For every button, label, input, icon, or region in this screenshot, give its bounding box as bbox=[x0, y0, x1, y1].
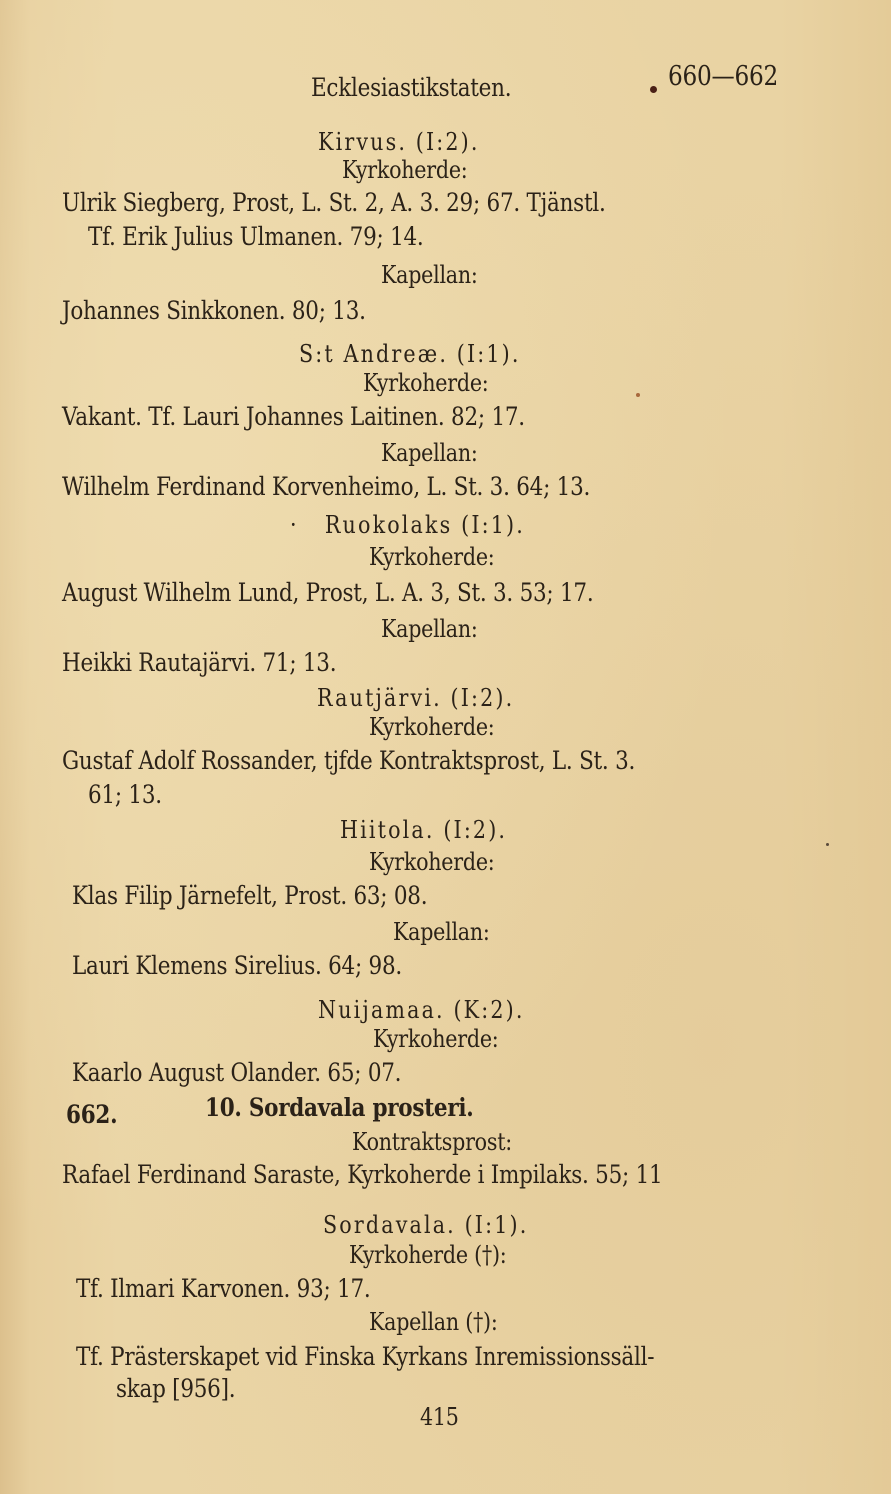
parish-code: (I:1). bbox=[464, 1211, 529, 1239]
parish-code: (I:1). bbox=[461, 511, 525, 539]
running-header-range: 660—662 bbox=[668, 61, 779, 92]
parish-code: (K:2). bbox=[453, 996, 525, 1024]
entry-line: Gustaf Adolf Rossander, tjfde Kontraktsprost, L. St. 3. bbox=[62, 746, 636, 775]
parish-name: Rautjärvi. bbox=[317, 684, 442, 712]
parish-name: Kirvus. bbox=[318, 128, 408, 156]
entry-line: Tf. Prästerskapet vid Finska Kyrkans Inremissionssäll- bbox=[76, 1342, 655, 1371]
role-heading: Kontraktsprost: bbox=[352, 1128, 512, 1156]
section-title: Sordavala prosteri. bbox=[248, 1093, 474, 1122]
entry-line: Ulrik Siegberg, Prost, L. St. 2, A. 3. 29; 67. Tjänstl. bbox=[62, 188, 606, 217]
entry-line: Rafael Ferdinand Saraste, Kyrkoherde i Impilaks. 55; 11 bbox=[62, 1160, 663, 1189]
parish-code: (I:1). bbox=[456, 340, 521, 368]
entry-line: Heikki Rautajärvi. 71; 13. bbox=[62, 648, 337, 677]
entry-line: Lauri Klemens Sirelius. 64; 98. bbox=[72, 951, 402, 980]
role-heading: Kyrkoherde: bbox=[369, 848, 495, 876]
entry-line: Klas Filip Järnefelt, Prost. 63; 08. bbox=[72, 881, 428, 910]
ink-dot bbox=[650, 86, 657, 93]
entry-line: August Wilhelm Lund, Prost, L. A. 3, St. 3. 53; 17. bbox=[62, 578, 594, 607]
parish-name: Ruokolaks bbox=[324, 511, 453, 539]
parish-name: S:t Andreæ. bbox=[299, 340, 449, 368]
parish-heading bbox=[318, 127, 480, 157]
parish-heading bbox=[317, 683, 514, 713]
entry-line: 61; 13. bbox=[88, 780, 162, 809]
parish-heading bbox=[299, 339, 521, 369]
entry-line: skap [956]. bbox=[116, 1374, 236, 1403]
margin-number: 662. bbox=[66, 1100, 118, 1129]
parish-code: (I:2). bbox=[415, 128, 480, 156]
role-heading: Kapellan: bbox=[381, 439, 478, 467]
role-heading: Kapellan: bbox=[381, 261, 478, 289]
role-heading: Kyrkoherde: bbox=[369, 543, 495, 571]
parish-heading bbox=[290, 510, 525, 540]
role-heading: Kyrkoherde: bbox=[373, 1025, 499, 1053]
running-header-title: Ecklesiastikstaten. bbox=[311, 73, 512, 102]
bullet-dot: · bbox=[290, 511, 317, 539]
role-heading: Kapellan: bbox=[393, 918, 490, 946]
entry-line: Vakant. Tf. Lauri Johannes Laitinen. 82; 17. bbox=[62, 402, 525, 431]
entry-line: Tf. Ilmari Karvonen. 93; 17. bbox=[76, 1274, 371, 1303]
section-number: 10. bbox=[205, 1093, 242, 1122]
entry-line: Johannes Sinkkonen. 80; 13. bbox=[62, 296, 366, 325]
parish-code: (I:2). bbox=[450, 684, 515, 712]
entry-line: Kaarlo August Olander. 65; 07. bbox=[72, 1058, 402, 1087]
parish-name: Hiitola. bbox=[340, 816, 435, 844]
role-heading: Kapellan (†): bbox=[369, 1308, 498, 1336]
paper-speck bbox=[826, 843, 829, 846]
role-heading: Kyrkoherde (†): bbox=[349, 1241, 507, 1269]
parish-code: (I:2). bbox=[443, 816, 508, 844]
entry-line: Wilhelm Ferdinand Korvenheimo, L. St. 3. 64; 13. bbox=[62, 472, 591, 501]
parish-name: Sordavala. bbox=[323, 1211, 456, 1239]
section-heading bbox=[205, 1093, 474, 1123]
role-heading: Kyrkoherde: bbox=[363, 369, 489, 397]
page-number: 415 bbox=[420, 1403, 459, 1431]
parish-heading bbox=[340, 815, 507, 845]
role-heading: Kapellan: bbox=[381, 615, 478, 643]
role-heading: Kyrkoherde: bbox=[342, 156, 468, 184]
parish-heading bbox=[323, 1210, 528, 1240]
entry-line: Tf. Erik Julius Ulmanen. 79; 14. bbox=[88, 222, 424, 251]
paper-speck bbox=[636, 393, 640, 397]
parish-name: Nuijamaa. bbox=[318, 996, 445, 1024]
role-heading: Kyrkoherde: bbox=[369, 713, 495, 741]
parish-heading bbox=[318, 995, 525, 1025]
